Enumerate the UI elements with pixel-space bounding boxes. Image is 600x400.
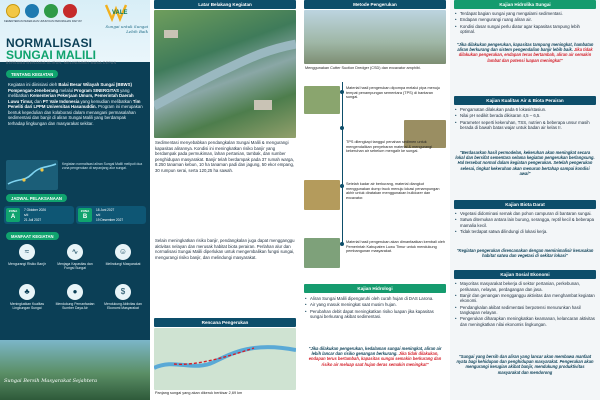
- about-text-part: Kegiatan ini diinisiasi oleh: [8, 82, 59, 87]
- hidrologi-quote: [305, 346, 445, 367]
- bbws-logo-icon: [25, 4, 39, 18]
- page-title-line2: SUNGAI MALILI: [6, 48, 96, 62]
- dredger-photo: [304, 10, 446, 64]
- hidrolika-header: Kajian Hidrolika Sungai: [454, 0, 596, 9]
- flood-icon: ≈: [19, 244, 35, 260]
- list-item: • Kondisi dasar sungai perlu diatur agar kapasitas tampung lebih optimal.: [455, 24, 595, 35]
- list-item: • Nilai pH sedikit berada dikisaran 4,5 – 6,5.: [455, 113, 595, 119]
- about-label: TENTANG KEGIATAN: [6, 70, 58, 78]
- pu-logo-icon: [6, 4, 20, 18]
- sosial-quote: "Sungai yang bersih dan aliran yang lancar akan membawa manfaat nyata bagi kehidupan dan penghidupan masyarakat. Pengerukan akan mengurangi kerugian akibat banjir, mendukung produktivitas masyarakat dan mendorong: [456, 354, 594, 375]
- about-text-part: dan: [33, 98, 43, 104]
- metode-header: Metode Pengerukan: [304, 0, 446, 9]
- list-item: • Banjir dan genangan mengganggu aktivitas dan menghambat kegiatan ekonomi.: [455, 293, 595, 304]
- zone-letter: A: [10, 213, 16, 220]
- vale-wordmark: VALE: [112, 10, 128, 16]
- hidrolika-list: [455, 11, 595, 35]
- metode-step-3: TPS dilengkapi tanggul penahan sedimen untuk mengendalikan penyebaran material & mengurangi kekeruhan air sebelum mengalir ke sungai.: [346, 140, 433, 154]
- list-item: • Terdapat bagian sungai yang mengalami sedimentasi.: [455, 11, 595, 17]
- list-item: • Perubahan debit dapat meningkatkan risiko luapan jika kapasitas sungai berkurang akibat sedimentasi.: [305, 309, 445, 320]
- biota-list: [455, 211, 595, 235]
- sosial-header: Kajian Sosial Ekonomi: [454, 270, 596, 279]
- list-item: • Pengerukan diharapkan meningkatkan keamanan, kelancaran aktivitas dan meningkatkan nilai ekonomis lingkungan.: [455, 316, 595, 327]
- list-item: • Pengamatan dilakukan pada 6 lokasi/stasiun.: [455, 107, 595, 113]
- zone-a-end: 21 Juli 2027: [24, 218, 42, 222]
- benefit-item: [52, 284, 98, 311]
- about-text-part: yang melibatkan: [8, 87, 130, 99]
- latar-paragraph-2: Selain meningkatkan risiko banjir, pendangkalan juga dapat mengganggu aktivitas nelayan dan merusak habitat biota perairan. Perlahan alur dan normalisasi Sungai Malili diperlukan untuk mengembalikan fungsi sungai, mengurangi risiko banjir, dan melindungi masyarakat.: [155, 238, 295, 260]
- river-aerial-photo: [154, 10, 296, 138]
- zone-word: ZONA: [8, 209, 18, 213]
- river-photo-icon: [154, 10, 296, 138]
- rencana-header: Rencana Pengerukan: [154, 318, 296, 327]
- column-kajian: [450, 0, 600, 400]
- truck-photo: [304, 180, 340, 210]
- timeline-dot: [340, 90, 344, 94]
- list-item: • Vegetasi didominasi semak dan pohon campuran di bantaran sungai.: [455, 211, 595, 217]
- benefit-item: [4, 244, 50, 266]
- zone-b-card: [76, 206, 146, 224]
- tagline-script: Sungai untuk Sungai Lebih Baik: [105, 24, 148, 34]
- sosial-list: [455, 281, 595, 328]
- about-text-part: yang kemudian melibatkan: [79, 98, 133, 104]
- benefit-label: Meningkatkan Kualitas Lingkungan Sungai: [9, 302, 45, 311]
- list-item: • Air yang masuk meningkat saat musim hujan.: [305, 302, 445, 308]
- ministry-label: KEMENTERIAN PEKERJAAN UMUM DAN PERUMAHAN RAKYAT: [4, 20, 82, 23]
- page-subtitle: BERSAMA MENJAGA ALIRAN, MELINDUNGI MASA DEPAN: [6, 61, 117, 65]
- hidrolika-quote: [455, 42, 595, 63]
- location-map-image: [6, 160, 58, 190]
- about-text-part: Program ini merupakan bentuk kepedulian dan kolaborasi dalam menangani permasalahan sedimentasi dan banjir di aliran Sungai Malili yang berdampak terhadap lingkungan dan masyarakat sekitar.: [8, 104, 143, 127]
- plan-map-icon: [154, 328, 296, 390]
- reuse-photo: [304, 238, 340, 268]
- kualitas-quote: "Berdasarkan hasil permodelan, kekeruhan akan meningkat secara lokal dan bersifat sementara selama kegiatan pengerukan berlangsung. Hal tersebut normal dalam kegiatan pengerukan. Setelah pengerukan selesai, tingkat kekeruhan akan menurun bertahap sampai kondisi awal": [455, 150, 595, 176]
- zone-a-start: 7 Oktober 2026: [24, 208, 46, 212]
- logo-group: [6, 4, 77, 18]
- column-metode: [300, 0, 450, 400]
- river-landscape-image: [0, 340, 150, 400]
- river-map-icon: [6, 160, 58, 190]
- about-text-bold: Kementerian Pekerjaan Umum, Pemerintah Daerah Luwu Timur,: [8, 93, 134, 104]
- page-title-line1: NORMALISASI: [6, 36, 93, 50]
- zone-a-sep: s/d: [24, 213, 29, 217]
- list-item: • Tidak terdapat satwa dilindungi di lokasi kerja.: [455, 229, 595, 235]
- metode-step-4: Setelah kadar air berkurang, material diangkut menggunakan dump truck menuju lokasi penampungan akhir untuk diratakan menggunakan bulldozer dan excavator.: [346, 182, 440, 201]
- benefit-item: [100, 284, 146, 311]
- about-text-part: melalui: [58, 87, 75, 93]
- benefit-label: Mengurangi Risiko Banjir: [8, 262, 46, 266]
- hidrologi-list: [305, 296, 445, 320]
- kualitas-list: [455, 107, 595, 131]
- benefit-label: Mendukung Aktivitas dan Ekonomi Masyarakat: [104, 302, 142, 311]
- people-icon: ☺: [115, 244, 131, 260]
- leaf-icon: ♣: [19, 284, 35, 300]
- latar-header: Latar Belakang Kegiatan: [154, 0, 296, 9]
- zone-a-badge: [6, 208, 20, 222]
- biota-header: Kajian Biota Darat: [454, 200, 596, 209]
- benefits-grid: [4, 244, 146, 334]
- benefit-label: Menjaga Kapasitas dan Fungsi Sungai: [57, 262, 93, 271]
- quote-part: "Jika dilakukan pengerukan, kapasitas tampung meningkat, hambatan aliran berkurang dan sistem pengendalian banjir lebih baik.: [456, 42, 594, 53]
- zone-b-end: 19 Desember 2027: [96, 218, 124, 222]
- list-item: • Satwa ditemukan antara lain burung, serangga, reptil kecil & beberapa mamalia kecil.: [455, 217, 595, 228]
- economy-icon: $: [115, 284, 131, 300]
- footer-tagline: Sungai Bersih Masyarakat Sejahtera: [4, 378, 98, 384]
- about-text-bold: PT Vale Indonesia: [42, 98, 80, 104]
- quote-emphasis: Jika tidak dilakukan, endapan terus bertambah, kapasitas sungai semakin berkurang dan risiko air meluap saat hujan deras semakin meningkat": [308, 351, 442, 367]
- about-text-bold: Program SINERGITAS: [74, 87, 119, 93]
- quote-part: "Jika dilakukan pengerukan, kedalaman sungai meningkat, aliran air lebih lancar dan risiko genangan berkurang.: [308, 346, 442, 357]
- zone-b-start: 18 Juni 2027: [96, 208, 115, 212]
- timeline-dot: [340, 184, 344, 188]
- biota-quote: "Kegiatan pengerukan direncanakan dengan meminimalisir kerusakan habitat satwa dan vegetasi di sekitar lokasi": [456, 248, 594, 259]
- rencana-caption: Panjang sungai yang akan dikeruk berkisar 2,69 km: [155, 391, 243, 395]
- list-item: • Endapan mengurangi ruang aliran air.: [455, 17, 595, 23]
- zone-word: ZONA: [80, 209, 90, 213]
- metode-step-2: Material hasil pengerukan dipompa melalui pipa menuju tempat penampungan sementara (TPS) di bantaran sungai.: [346, 86, 440, 100]
- schedule-label: JADWAL PELAKSANAAN: [6, 194, 67, 202]
- about-text-bold: Balai Besar Wilayah Sungai (BBWS) Pompengan-Jeneberang: [8, 82, 132, 93]
- list-item: • Mayoritas masyarakat bekerja di sektor pertanian, perkebunan, perikanan, nelayan, perdagangan dan jasa.: [455, 281, 595, 292]
- river-icon: ∿: [67, 244, 83, 260]
- water-drop-icon: ●: [67, 284, 83, 300]
- dredging-plan-map: [154, 328, 296, 390]
- kualitas-header: Kajian Kualitas Air & Biota Perairan: [454, 96, 596, 105]
- benefits-label: MANFAAT KEGIATAN: [6, 232, 59, 240]
- metode-step-5: Material hasil pengerukan akan dimanfaatkan kembali oleh Pemerintah Kabupaten Luwu Timur untuk mendukung pembangunan masyarakat.: [346, 240, 445, 254]
- list-item: • Aliran Sungai Malili dipengaruhi oleh curah hujan di DAS Larona.: [305, 296, 445, 302]
- column-latar: [150, 0, 300, 400]
- quote-emphasis: Jika tidak dilakukan pengerukan, endapan terus bertambah, aliran air semakin lambat dan potensi luapan meningkat": [458, 47, 593, 63]
- benefit-item: [100, 244, 146, 266]
- timeline-dot: [340, 242, 344, 246]
- latar-paragraph-1: Sedimentasi menyebabkan pendangkalan Sungai Malili & mengurangi kapasitas alirannya. Kondisi ini meningkatkan risiko banjir yang berdampak pada permukiman, lahan pertanian, tambak, dan sumber penghidupan masyarakat. Banjir telah berdampak pada 37 rumah warga, 8.250 tanaman kebun, 10 ha tanaman padi dan jagung, 50 ekor empang, 30 rumpun serai, serta 120,25 ha sawah.: [155, 140, 295, 173]
- zone-a-card: [4, 206, 74, 224]
- benefit-label: Mendukung Pemanfaatan Sumber Daya Air: [55, 302, 95, 311]
- pipe-photo: [304, 86, 340, 114]
- benefit-item: [4, 284, 50, 311]
- benefit-label: Melindungi Masyarakat: [105, 262, 141, 266]
- zone-letter: B: [82, 213, 88, 220]
- about-text: [8, 82, 144, 127]
- metode-step-1: Menggunakan Cutter Suction Dredger (CSD) dan excavator amphibi.: [305, 66, 421, 70]
- zone-b-sep: s/d: [96, 213, 101, 217]
- map-note: Kegiatan normalisasi aliran Sungai Malili meliputi dua zona pengerukan di sepanjang alur sungai.: [62, 162, 143, 171]
- list-item: • Parameter seperti kekeruhan, TSS, nutrien & beberapa unsur masih berada di bawah batas wajar untuk badan air kelas II.: [455, 120, 595, 131]
- about-text-bold: Tim Peneliti dari LPPM Universitas Hasanuddin.: [8, 98, 141, 110]
- benefit-item: [52, 244, 98, 271]
- timeline-dot: [340, 126, 344, 130]
- unhas-logo-icon: [63, 4, 77, 18]
- list-item: • Pendangkalan akibat sedimentasi berpotensi menurunkan hasil tangkapan nelayan.: [455, 305, 595, 316]
- luwu-timur-logo-icon: [44, 4, 58, 18]
- zone-b-badge: [78, 208, 92, 222]
- timeline-line: [342, 82, 343, 244]
- left-panel: [0, 0, 150, 400]
- hidrologi-header: Kajian Hidrologi: [304, 284, 446, 293]
